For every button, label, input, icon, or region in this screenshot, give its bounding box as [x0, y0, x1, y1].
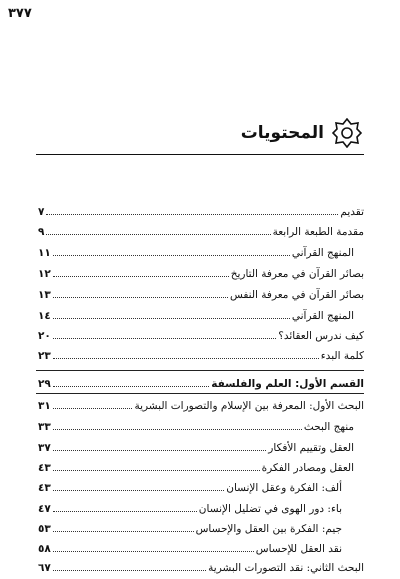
page-title: المحتويات: [240, 123, 324, 143]
toc-entry-page: ١١: [38, 247, 51, 259]
dot-leader: [53, 429, 302, 430]
dot-leader: [53, 490, 224, 491]
toc-entry: [38, 438, 354, 454]
toc-entry-page: ٢٠: [38, 330, 51, 342]
dot-leader: [53, 338, 276, 339]
toc-entry: [38, 417, 354, 433]
toc-entry: [38, 306, 354, 322]
dot-leader: [53, 318, 290, 319]
dot-leader: [53, 450, 266, 451]
toc-entry-title: البحث الأول: المعرفة بين الإسلام والتصورات البشرية: [134, 400, 364, 412]
toc-entry: [38, 519, 342, 535]
toc-entry: [38, 478, 342, 494]
toc-entry: [38, 285, 364, 301]
toc-entry-title: ألف: الفكرة وعقل الإنسان: [226, 482, 342, 494]
toc-entry-page: ٣١: [38, 400, 51, 412]
toc-entry: [38, 558, 364, 574]
toc-entry-page: ٣٧: [38, 442, 51, 454]
toc-entry-title: العقل وتقييم الأفكار: [268, 442, 354, 454]
toc-entry: [38, 243, 354, 259]
toc-entry-title: المنهج القرآني: [291, 310, 354, 322]
toc-entry-title: كلمة البدء: [320, 350, 364, 362]
toc-entry-page: ٢٣: [38, 350, 51, 362]
toc-entry: [38, 499, 342, 515]
page-number: ٣٧٧: [8, 6, 32, 21]
section-divider: [36, 393, 364, 394]
toc-entry-page: ٧: [38, 206, 45, 218]
toc-entry-title: نقد العقل للإحساس: [255, 543, 342, 555]
dot-leader: [53, 470, 260, 471]
dot-leader: [53, 297, 228, 298]
toc-entry-title: العقل ومصادر الفكرة: [261, 462, 354, 474]
toc-entry: [38, 264, 364, 280]
toc-entry-page: ١٤: [38, 310, 51, 322]
toc-entry-title: المنهج القرآني: [291, 247, 354, 259]
toc-entry: [38, 396, 364, 412]
toc-entry: [38, 326, 364, 342]
toc-entry-page: ٦٧: [38, 562, 51, 574]
dot-leader: [53, 511, 197, 512]
dot-leader: [53, 276, 229, 277]
toc-entry-title: بصائر القرآن في معرفة التاريخ: [230, 268, 364, 280]
toc-entry-title: باء: دور الهوى في تضليل الإنسان: [198, 503, 342, 515]
toc-entry: [38, 222, 364, 238]
toc-entry-page: ٣٣: [38, 421, 51, 433]
toc-entry: [38, 202, 364, 218]
toc-entry-title: مقدمة الطبعة الرابعة: [272, 226, 364, 238]
dot-leader: [53, 570, 206, 571]
toc-entry-page: ٤٧: [38, 503, 51, 515]
toc-entry-page: ١٣: [38, 289, 51, 301]
dot-leader: [53, 551, 254, 552]
toc-entry-title: جيم: الفكرة بين العقل والإحساس: [195, 523, 342, 535]
toc-entry-title: كيف ندرس العقائد؟: [278, 330, 364, 342]
dot-leader: [53, 358, 319, 359]
dot-leader: [53, 408, 133, 409]
toc-entry-page: ٩: [38, 226, 45, 238]
toc-entry: [38, 346, 364, 362]
toc-entry-title: بصائر القرآن في معرفة النفس: [229, 289, 364, 301]
toc-entry-page: ٥٨: [38, 543, 51, 555]
toc-entry-page: ١٢: [38, 268, 51, 280]
toc-entry: [38, 539, 342, 555]
dot-leader: [53, 255, 290, 256]
dot-leader: [46, 234, 270, 235]
toc-entry-page: ٤٣: [38, 462, 51, 474]
dot-leader: [53, 531, 194, 532]
toc-entry-title: البحث الثاني: نقد التصورات البشرية: [208, 562, 364, 574]
toc-entry: [38, 458, 354, 474]
section-divider: [36, 370, 364, 371]
dot-leader: [46, 214, 338, 215]
toc-entry-page: ٤٣: [38, 482, 51, 494]
toc-section-entry: [38, 374, 364, 390]
toc-entry-title: منهج البحث: [303, 421, 354, 433]
toc-entry-page: ٥٣: [38, 523, 51, 535]
dot-leader: [53, 386, 209, 387]
toc-entry-title: القسم الأول: العلم والفلسفة: [211, 378, 364, 390]
toc-entry-page: ٢٩: [38, 378, 51, 390]
toc-entry-title: تقديم: [340, 206, 364, 218]
